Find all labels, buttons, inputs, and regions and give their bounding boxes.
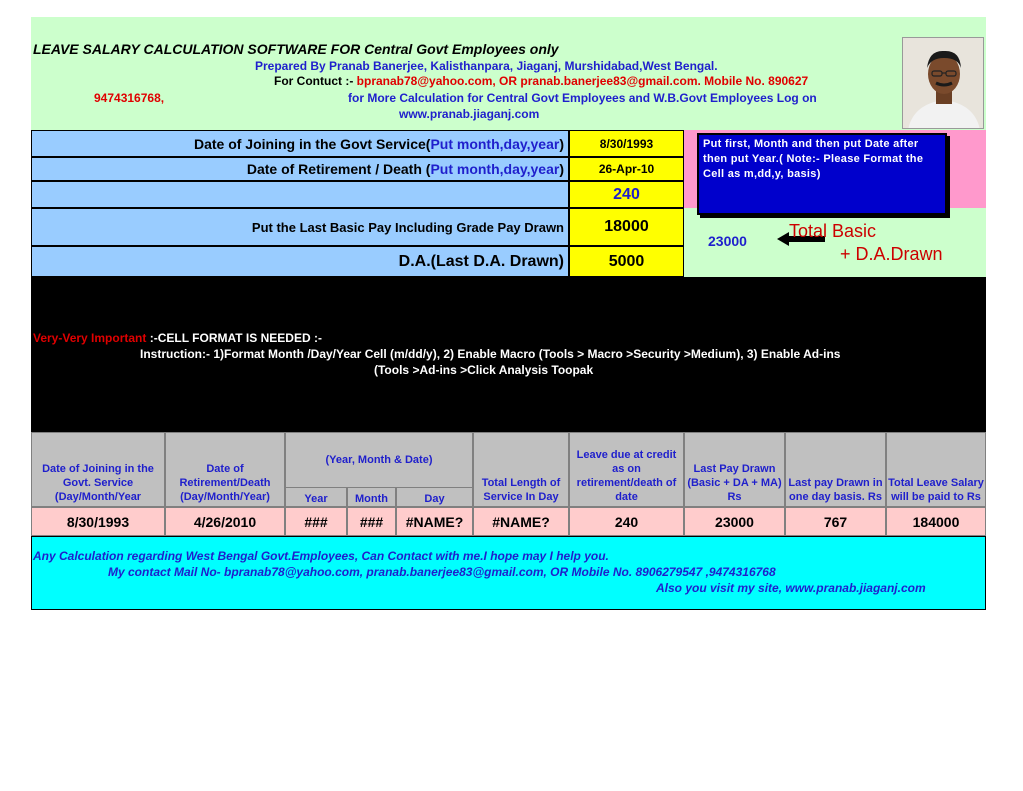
author-photo bbox=[902, 37, 984, 129]
joining-date-input[interactable]: 8/30/1993 bbox=[569, 130, 684, 157]
header-year: Year bbox=[285, 487, 347, 507]
leave-label-cell bbox=[31, 181, 569, 208]
footer-line-2: My contact Mail No- bpranab78@yahoo.com, pranab.banerjee83@gmail.com, OR Mobile No. 8906279547 ,9474316768 bbox=[108, 565, 776, 579]
joining-date-label: Date of Joining in the Govt Service( Put month,day,year ) bbox=[31, 130, 569, 157]
page-title: LEAVE SALARY CALCULATION SOFTWARE FOR Central Govt Employees only bbox=[33, 41, 559, 57]
total-label-line2: + D.A.Drawn bbox=[840, 244, 943, 264]
cell-total-length[interactable]: #NAME? bbox=[473, 507, 569, 536]
cell-month[interactable]: ### bbox=[347, 507, 396, 536]
header-ymd-group: (Year, Month & Date) bbox=[285, 432, 473, 487]
person-photo-icon bbox=[903, 38, 984, 129]
cell-leave-due[interactable]: 240 bbox=[569, 507, 684, 536]
cell-retirement-date[interactable]: 4/26/2010 bbox=[165, 507, 285, 536]
instruction-line-1: Instruction:- 1)Format Month /Day/Year Cell (m/dd/y), 2) Enable Macro (Tools > Macro >Security >Medium), 3) Enable Ad-ins bbox=[140, 347, 841, 361]
retirement-date-input[interactable]: 26-Apr-10 bbox=[569, 157, 684, 181]
cell-total-leave[interactable]: 184000 bbox=[886, 507, 986, 536]
website-link[interactable]: www.pranab.jiaganj.com bbox=[399, 107, 540, 121]
header-leave-due: Leave due at credit as on retirement/death of date bbox=[569, 432, 684, 507]
cell-joining-date[interactable]: 8/30/1993 bbox=[31, 507, 165, 536]
contact-line bbox=[274, 74, 808, 88]
header-joining-date: Date of Joining in the Govt. Service (Day/Month/Year bbox=[31, 432, 165, 507]
header-retirement-date: Date of Retirement/Death (Day/Month/Year) bbox=[165, 432, 285, 507]
contact-prefix: For Contuct :- bbox=[274, 74, 357, 88]
instruction-line-2: (Tools >Ad-ins >Click Analysis Toopak bbox=[374, 363, 594, 377]
total-value: 23000 bbox=[708, 233, 747, 249]
total-label-line1: Total Basic bbox=[789, 221, 877, 241]
footer-line-3: Also you visit my site, www.pranab.jiaganj.com bbox=[656, 581, 926, 595]
header-one-day: Last pay Drawn in one day basis. Rs bbox=[785, 432, 886, 507]
cell-day[interactable]: #NAME? bbox=[396, 507, 473, 536]
format-note: Put first, Month and then put Date after then put Year.( Note:- Please Format the Cell as m,dd,y, basis) bbox=[697, 133, 947, 215]
contact-emails[interactable]: bpranab78@yahoo.com, OR pranab.banerjee83@gmail.com. bbox=[356, 74, 701, 88]
leave-days-input[interactable]: 240 bbox=[569, 181, 684, 208]
basic-pay-label: Put the Last Basic Pay Including Grade Pay Drawn bbox=[31, 208, 569, 246]
da-input[interactable]: 5000 bbox=[569, 246, 684, 277]
important-note: Very-Very Important :-CELL FORMAT IS NEEDED :- bbox=[33, 331, 322, 345]
header-month: Month bbox=[347, 487, 396, 507]
prepared-by: Prepared By Pranab Banerjee, Kalisthanpara, Jiaganj, Murshidabad,West Bengal. bbox=[255, 59, 718, 73]
header-total-length: Total Length of Service In Day bbox=[473, 432, 569, 507]
footer-line-1: Any Calculation regarding West Bengal Govt.Employees, Can Contact with me.I hope may I help you. bbox=[33, 549, 609, 563]
header-day: Day bbox=[396, 487, 473, 507]
phone-2: 9474316768, bbox=[94, 91, 165, 105]
retirement-date-label: Date of Retirement / Death ( Put month,day,year ) bbox=[31, 157, 569, 181]
da-label: D.A.(Last D.A. Drawn) bbox=[31, 246, 569, 277]
cell-one-day[interactable]: 767 bbox=[785, 507, 886, 536]
more-calc-text: for More Calculation for Central Govt Employees and W.B.Govt Employees Log on bbox=[348, 91, 817, 105]
header-total-leave: Total Leave Salary will be paid to Rs bbox=[886, 432, 986, 507]
note-connector bbox=[683, 133, 684, 178]
cell-last-pay[interactable]: 23000 bbox=[684, 507, 785, 536]
basic-pay-input[interactable]: 18000 bbox=[569, 208, 684, 246]
contact-mobile: Mobile No. 890627 bbox=[700, 74, 809, 88]
cell-year[interactable]: ### bbox=[285, 507, 347, 536]
header-last-pay: Last Pay Drawn (Basic + DA + MA) Rs bbox=[684, 432, 785, 507]
